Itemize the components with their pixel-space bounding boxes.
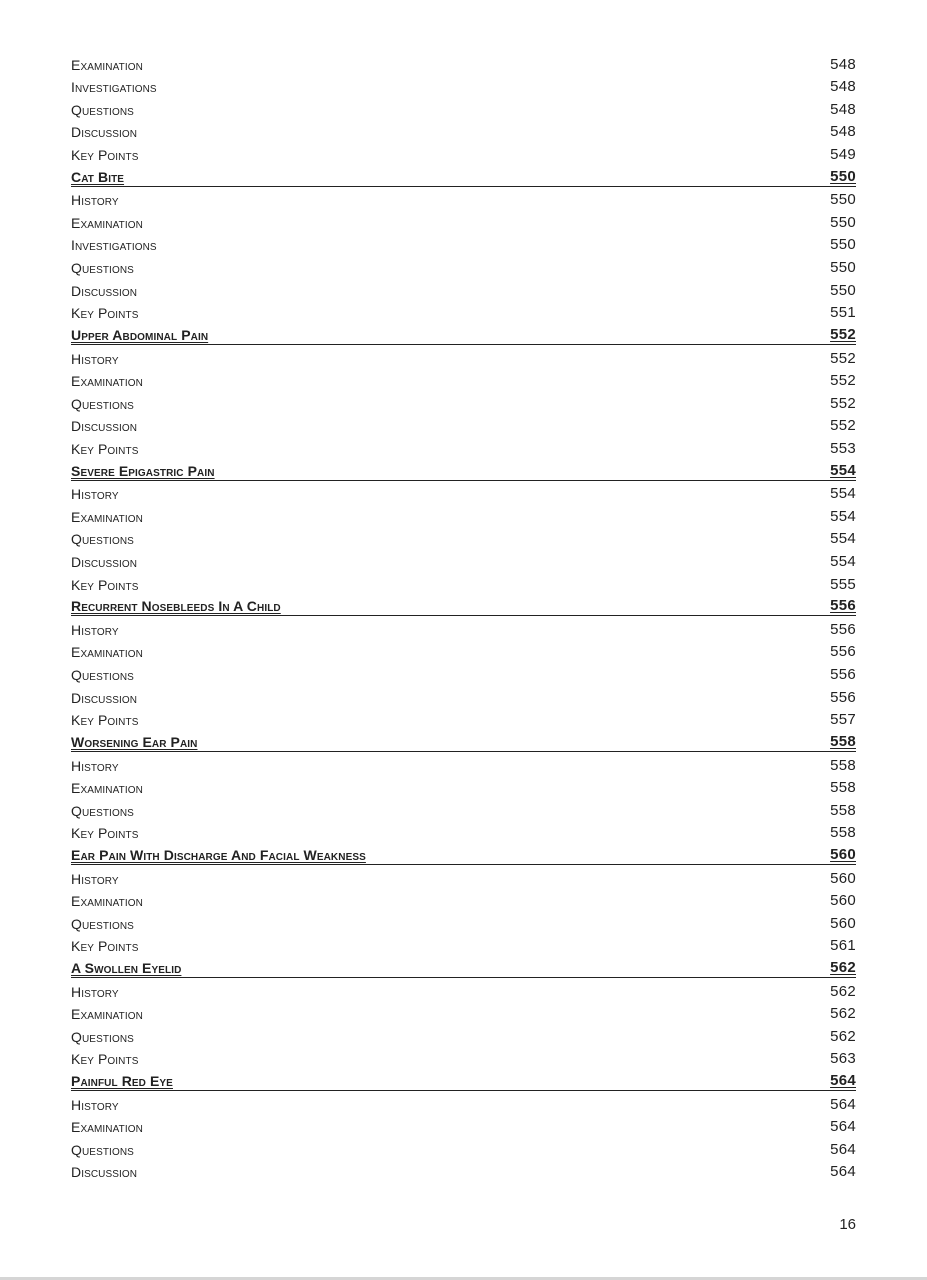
toc-entry-title: Key Points — [71, 440, 139, 457]
toc-entry[interactable] — [71, 910, 856, 933]
toc-entry-title: Key Points — [71, 712, 139, 729]
toc-entry-title: Examination — [71, 373, 143, 390]
toc-entry[interactable] — [71, 1091, 856, 1114]
toc-entry-title: Discussion — [71, 418, 138, 435]
toc-entry-title: Investigations — [71, 237, 157, 254]
toc-entry-title: Examination — [71, 508, 143, 525]
toc-entry[interactable] — [71, 616, 856, 639]
toc-entry-page: 552 — [830, 394, 856, 412]
toc-entry-title: Discussion — [71, 282, 138, 299]
toc-entry-page: 558 — [830, 779, 856, 797]
toc-entry[interactable] — [71, 1114, 856, 1137]
toc-entry-title: Recurrent Nosebleeds In A Child — [71, 598, 281, 615]
toc-entry[interactable] — [71, 933, 856, 956]
toc-entry-title: Upper Abdominal Pain — [71, 326, 209, 343]
toc-entry-page: 550 — [830, 281, 856, 299]
toc-entry-page: 564 — [830, 1072, 856, 1090]
toc-chapter-entry[interactable] — [71, 594, 856, 617]
toc-entry-page: 554 — [830, 553, 856, 571]
toc-entry-page: 550 — [830, 236, 856, 254]
toc-entry[interactable] — [71, 548, 856, 571]
toc-entry-title: Painful Red Eye — [71, 1073, 173, 1090]
toc-entry[interactable] — [71, 74, 856, 97]
toc-entry-title: Worsening Ear Pain — [71, 733, 198, 750]
toc-entry[interactable] — [71, 503, 856, 526]
toc-entry[interactable] — [71, 639, 856, 662]
toc-entry[interactable] — [71, 254, 856, 277]
toc-entry[interactable] — [71, 435, 856, 458]
toc-entry[interactable] — [71, 345, 856, 368]
toc-entry-title: Questions — [71, 260, 134, 277]
toc-entry[interactable] — [71, 684, 856, 707]
toc-entry-title: Questions — [71, 802, 134, 819]
toc-chapter-entry[interactable] — [71, 458, 856, 481]
toc-entry-title: Discussion — [71, 1164, 138, 1181]
toc-entry[interactable] — [71, 1046, 856, 1069]
toc-entry-page: 556 — [830, 666, 856, 684]
toc-entry-page: 564 — [830, 1095, 856, 1113]
toc-entry-page: 562 — [830, 1027, 856, 1045]
toc-entry[interactable] — [71, 1159, 856, 1182]
toc-entry-page: 560 — [830, 845, 856, 863]
toc-entry-page: 550 — [830, 167, 856, 185]
toc-entry[interactable] — [71, 187, 856, 210]
toc-entry-title: Questions — [71, 531, 134, 548]
toc-entry-page: 550 — [830, 213, 856, 231]
toc-entry-page: 552 — [830, 325, 856, 343]
toc-entry-title: History — [71, 983, 119, 1000]
toc-entry-title: Severe Epigastric Pain — [71, 462, 215, 479]
toc-entry-page: 548 — [830, 55, 856, 73]
toc-entry-page: 553 — [830, 439, 856, 457]
toc-entry[interactable] — [71, 797, 856, 820]
toc-entry-title: Key Points — [71, 825, 139, 842]
table-of-contents — [71, 51, 856, 1181]
toc-entry-title: Discussion — [71, 689, 138, 706]
toc-entry[interactable] — [71, 232, 856, 255]
toc-entry[interactable] — [71, 209, 856, 232]
toc-entry[interactable] — [71, 277, 856, 300]
toc-entry-page: 555 — [830, 575, 856, 593]
toc-entry-title: A Swollen Eyelid — [71, 959, 182, 976]
toc-entry-page: 558 — [830, 824, 856, 842]
toc-entry-page: 562 — [830, 982, 856, 1000]
toc-entry[interactable] — [71, 1136, 856, 1159]
toc-entry[interactable] — [71, 571, 856, 594]
toc-entry-page: 548 — [830, 123, 856, 141]
toc-entry-page: 552 — [830, 372, 856, 390]
toc-entry-page: 548 — [830, 78, 856, 96]
toc-chapter-entry[interactable] — [71, 1068, 856, 1091]
toc-entry[interactable] — [71, 526, 856, 549]
toc-entry-title: Questions — [71, 667, 134, 684]
toc-chapter-entry[interactable] — [71, 322, 856, 345]
toc-entry-page: 554 — [830, 485, 856, 503]
toc-entry-page: 564 — [830, 1163, 856, 1181]
toc-entry[interactable] — [71, 707, 856, 730]
toc-entry-page: 556 — [830, 643, 856, 661]
toc-chapter-entry[interactable] — [71, 729, 856, 752]
toc-entry-title: Examination — [71, 1006, 143, 1023]
toc-entry[interactable] — [71, 661, 856, 684]
toc-entry-title: Key Points — [71, 576, 139, 593]
toc-entry-page: 548 — [830, 100, 856, 118]
toc-entry-page: 550 — [830, 259, 856, 277]
toc-entry[interactable] — [71, 775, 856, 798]
toc-entry-page: 549 — [830, 146, 856, 164]
toc-entry-page: 556 — [830, 597, 856, 615]
toc-entry[interactable] — [71, 1023, 856, 1046]
toc-entry-title: History — [71, 1096, 119, 1113]
toc-entry-title: Questions — [71, 1028, 134, 1045]
toc-entry-title: Cat Bite — [71, 168, 125, 185]
toc-entry-page: 558 — [830, 732, 856, 750]
toc-entry-title: Questions — [71, 395, 134, 412]
toc-entry-page: 562 — [830, 958, 856, 976]
toc-entry[interactable] — [71, 119, 856, 142]
toc-entry[interactable] — [71, 300, 856, 323]
toc-entry-page: 554 — [830, 507, 856, 525]
toc-entry-page: 558 — [830, 801, 856, 819]
toc-entry-title: History — [71, 350, 119, 367]
toc-entry-title: Examination — [71, 893, 143, 910]
toc-entry[interactable] — [71, 390, 856, 413]
toc-entry-page: 564 — [830, 1140, 856, 1158]
toc-entry-page: 560 — [830, 914, 856, 932]
toc-entry-title: History — [71, 621, 119, 638]
toc-entry-page: 554 — [830, 530, 856, 548]
toc-chapter-entry[interactable] — [71, 955, 856, 978]
toc-entry-page: 554 — [830, 461, 856, 479]
page-number: 16 — [839, 1216, 856, 1233]
toc-entry-title: Ear Pain With Discharge And Facial Weakness — [71, 846, 366, 863]
toc-entry-title: History — [71, 486, 119, 503]
toc-entry-title: Questions — [71, 915, 134, 932]
toc-entry-title: Examination — [71, 780, 143, 797]
toc-entry-title: Discussion — [71, 554, 138, 571]
toc-entry-title: Examination — [71, 1119, 143, 1136]
toc-entry-page: 562 — [830, 1005, 856, 1023]
toc-entry-title: Key Points — [71, 1051, 139, 1068]
toc-entry-title: History — [71, 757, 119, 774]
toc-entry-page: 557 — [830, 711, 856, 729]
toc-entry-title: Examination — [71, 644, 143, 661]
toc-chapter-entry[interactable] — [71, 842, 856, 865]
toc-entry[interactable] — [71, 888, 856, 911]
toc-entry-title: Discussion — [71, 124, 138, 141]
toc-entry-page: 551 — [830, 304, 856, 322]
toc-entry-page: 556 — [830, 620, 856, 638]
toc-entry[interactable] — [71, 368, 856, 391]
toc-entry-title: Questions — [71, 1141, 134, 1158]
toc-entry[interactable] — [71, 96, 856, 119]
toc-entry[interactable] — [71, 481, 856, 504]
toc-entry-page: 552 — [830, 349, 856, 367]
toc-entry-title: Examination — [71, 56, 143, 73]
toc-entry-page: 556 — [830, 688, 856, 706]
toc-entry[interactable] — [71, 978, 856, 1001]
toc-entry[interactable] — [71, 752, 856, 775]
toc-entry-title: Key Points — [71, 305, 139, 322]
toc-entry[interactable] — [71, 141, 856, 164]
toc-entry-page: 563 — [830, 1050, 856, 1068]
toc-entry-title: Key Points — [71, 938, 139, 955]
toc-entry-page: 560 — [830, 892, 856, 910]
toc-entry[interactable] — [71, 413, 856, 436]
toc-entry-page: 550 — [830, 191, 856, 209]
toc-entry[interactable] — [71, 51, 856, 74]
toc-entry-title: History — [71, 870, 119, 887]
toc-entry-page: 564 — [830, 1118, 856, 1136]
toc-entry[interactable] — [71, 1001, 856, 1024]
toc-entry-title: Examination — [71, 214, 143, 231]
toc-entry-page: 552 — [830, 417, 856, 435]
toc-entry-title: Questions — [71, 101, 134, 118]
toc-entry-page: 558 — [830, 756, 856, 774]
toc-entry-title: Investigations — [71, 79, 157, 96]
toc-chapter-entry[interactable] — [71, 164, 856, 187]
toc-entry-title: Key Points — [71, 147, 139, 164]
toc-entry[interactable] — [71, 820, 856, 843]
toc-entry-page: 560 — [830, 869, 856, 887]
toc-entry-title: History — [71, 192, 119, 209]
toc-entry[interactable] — [71, 865, 856, 888]
toc-entry-page: 561 — [830, 937, 856, 955]
